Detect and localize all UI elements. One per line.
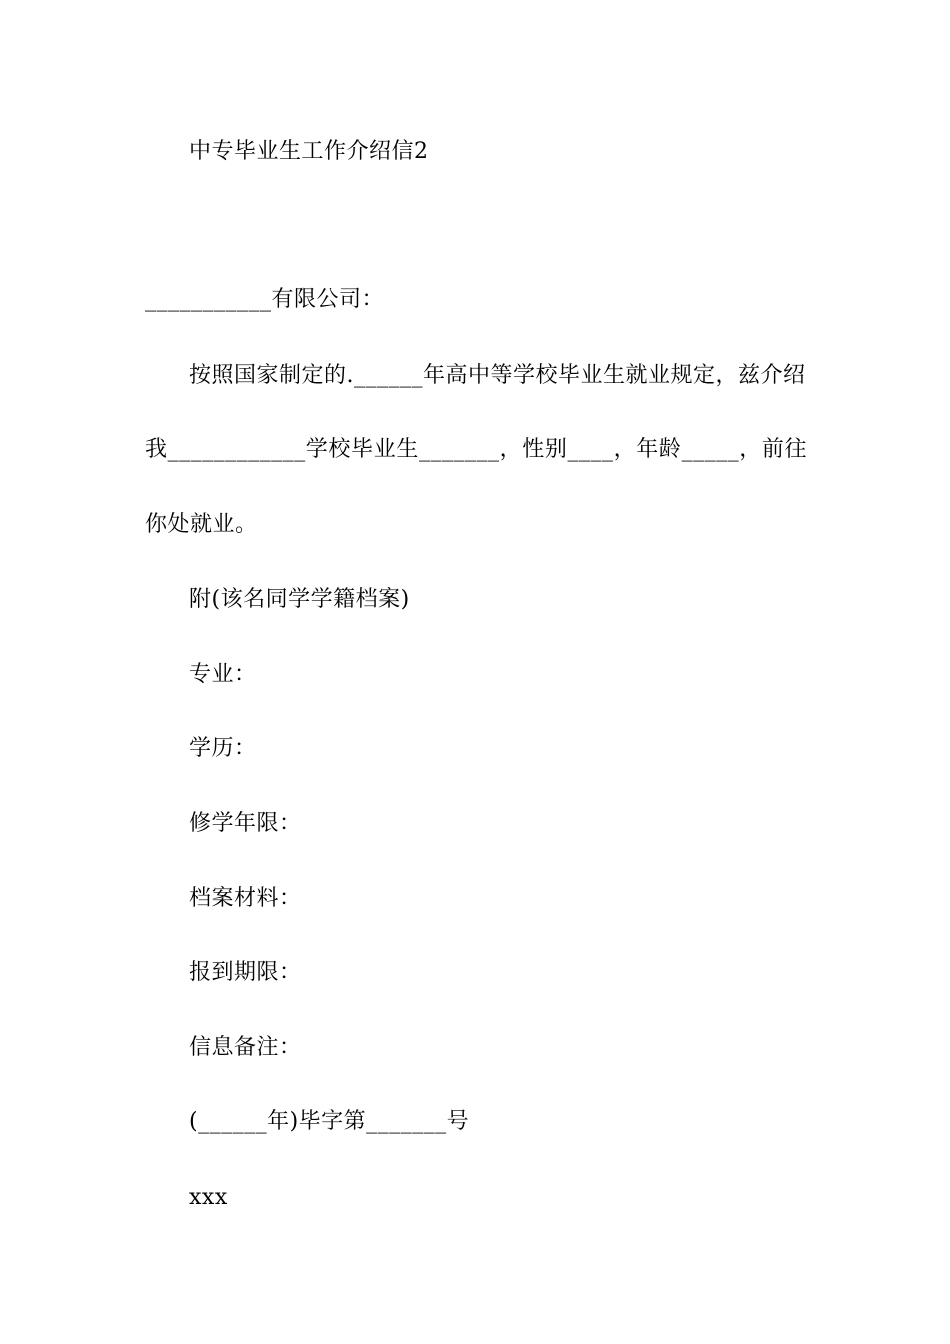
field-remarks: 信息备注： [189,1035,302,1060]
body-line-2: 我____________学校毕业生_______，性别____，年龄_____，前往 [145,437,807,462]
document-title: 中专毕业生工作介绍信2 [189,139,429,164]
signature: xxx [189,1185,228,1210]
salutation: ___________有限公司： [145,287,385,312]
field-education: 学历： [189,736,257,761]
body-line-1: 按照国家制定的.______年高中等学校毕业生就业规定，兹介绍 [189,363,806,388]
field-major: 专业： [189,662,257,687]
field-archive-materials: 档案材料： [189,886,302,911]
field-report-deadline: 报到期限： [189,960,302,985]
field-study-years: 修学年限： [189,811,302,836]
body-line-3: 你处就业。 [145,512,258,537]
reference-number: (______年)毕字第_______号 [189,1109,470,1134]
attachment-note: 附(该名同学学籍档案) [189,587,410,612]
